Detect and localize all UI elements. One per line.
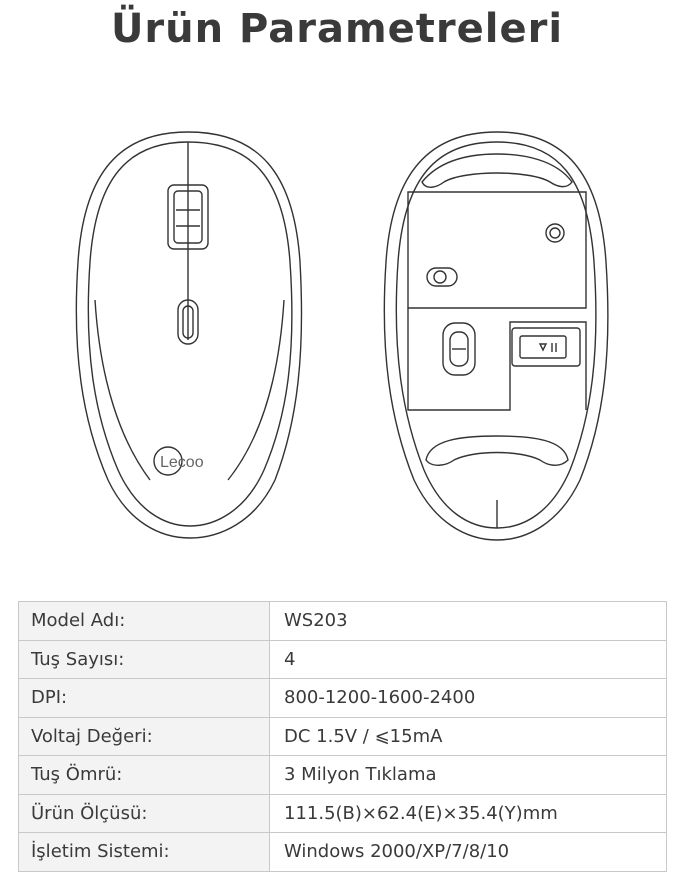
spec-value: 800-1200-1600-2400 bbox=[270, 679, 667, 718]
spec-label: Model Adı: bbox=[19, 602, 270, 641]
table-row bbox=[19, 794, 667, 833]
table-row bbox=[19, 602, 667, 641]
spec-value: DC 1.5V / ⩽15mA bbox=[270, 717, 667, 756]
mouse-drawing bbox=[0, 120, 674, 550]
spec-value: 111.5(B)×62.4(E)×35.4(Y)mm bbox=[270, 794, 667, 833]
table-row bbox=[19, 717, 667, 756]
logo-text: Lecoo bbox=[160, 454, 204, 471]
table-row bbox=[19, 640, 667, 679]
table-row bbox=[19, 756, 667, 795]
spec-value: 3 Milyon Tıklama bbox=[270, 756, 667, 795]
table-row bbox=[19, 833, 667, 872]
logo bbox=[154, 447, 204, 475]
spec-label: Ürün Ölçüsü: bbox=[19, 794, 270, 833]
page-title: Ürün Parametreleri bbox=[110, 6, 564, 52]
mouse-top-view bbox=[76, 132, 301, 538]
spec-table bbox=[18, 601, 667, 872]
spec-value: WS203 bbox=[270, 602, 667, 641]
spec-label: Voltaj Değeri: bbox=[19, 717, 270, 756]
spec-label: Tuş Ömrü: bbox=[19, 756, 270, 795]
mouse-bottom-view bbox=[384, 132, 608, 540]
spec-value: Windows 2000/XP/7/8/10 bbox=[270, 833, 667, 872]
spec-label: DPI: bbox=[19, 679, 270, 718]
table-row bbox=[19, 679, 667, 718]
spec-label: Tuş Sayısı: bbox=[19, 640, 270, 679]
spec-value: 4 bbox=[270, 640, 667, 679]
spec-label: İşletim Sistemi: bbox=[19, 833, 270, 872]
